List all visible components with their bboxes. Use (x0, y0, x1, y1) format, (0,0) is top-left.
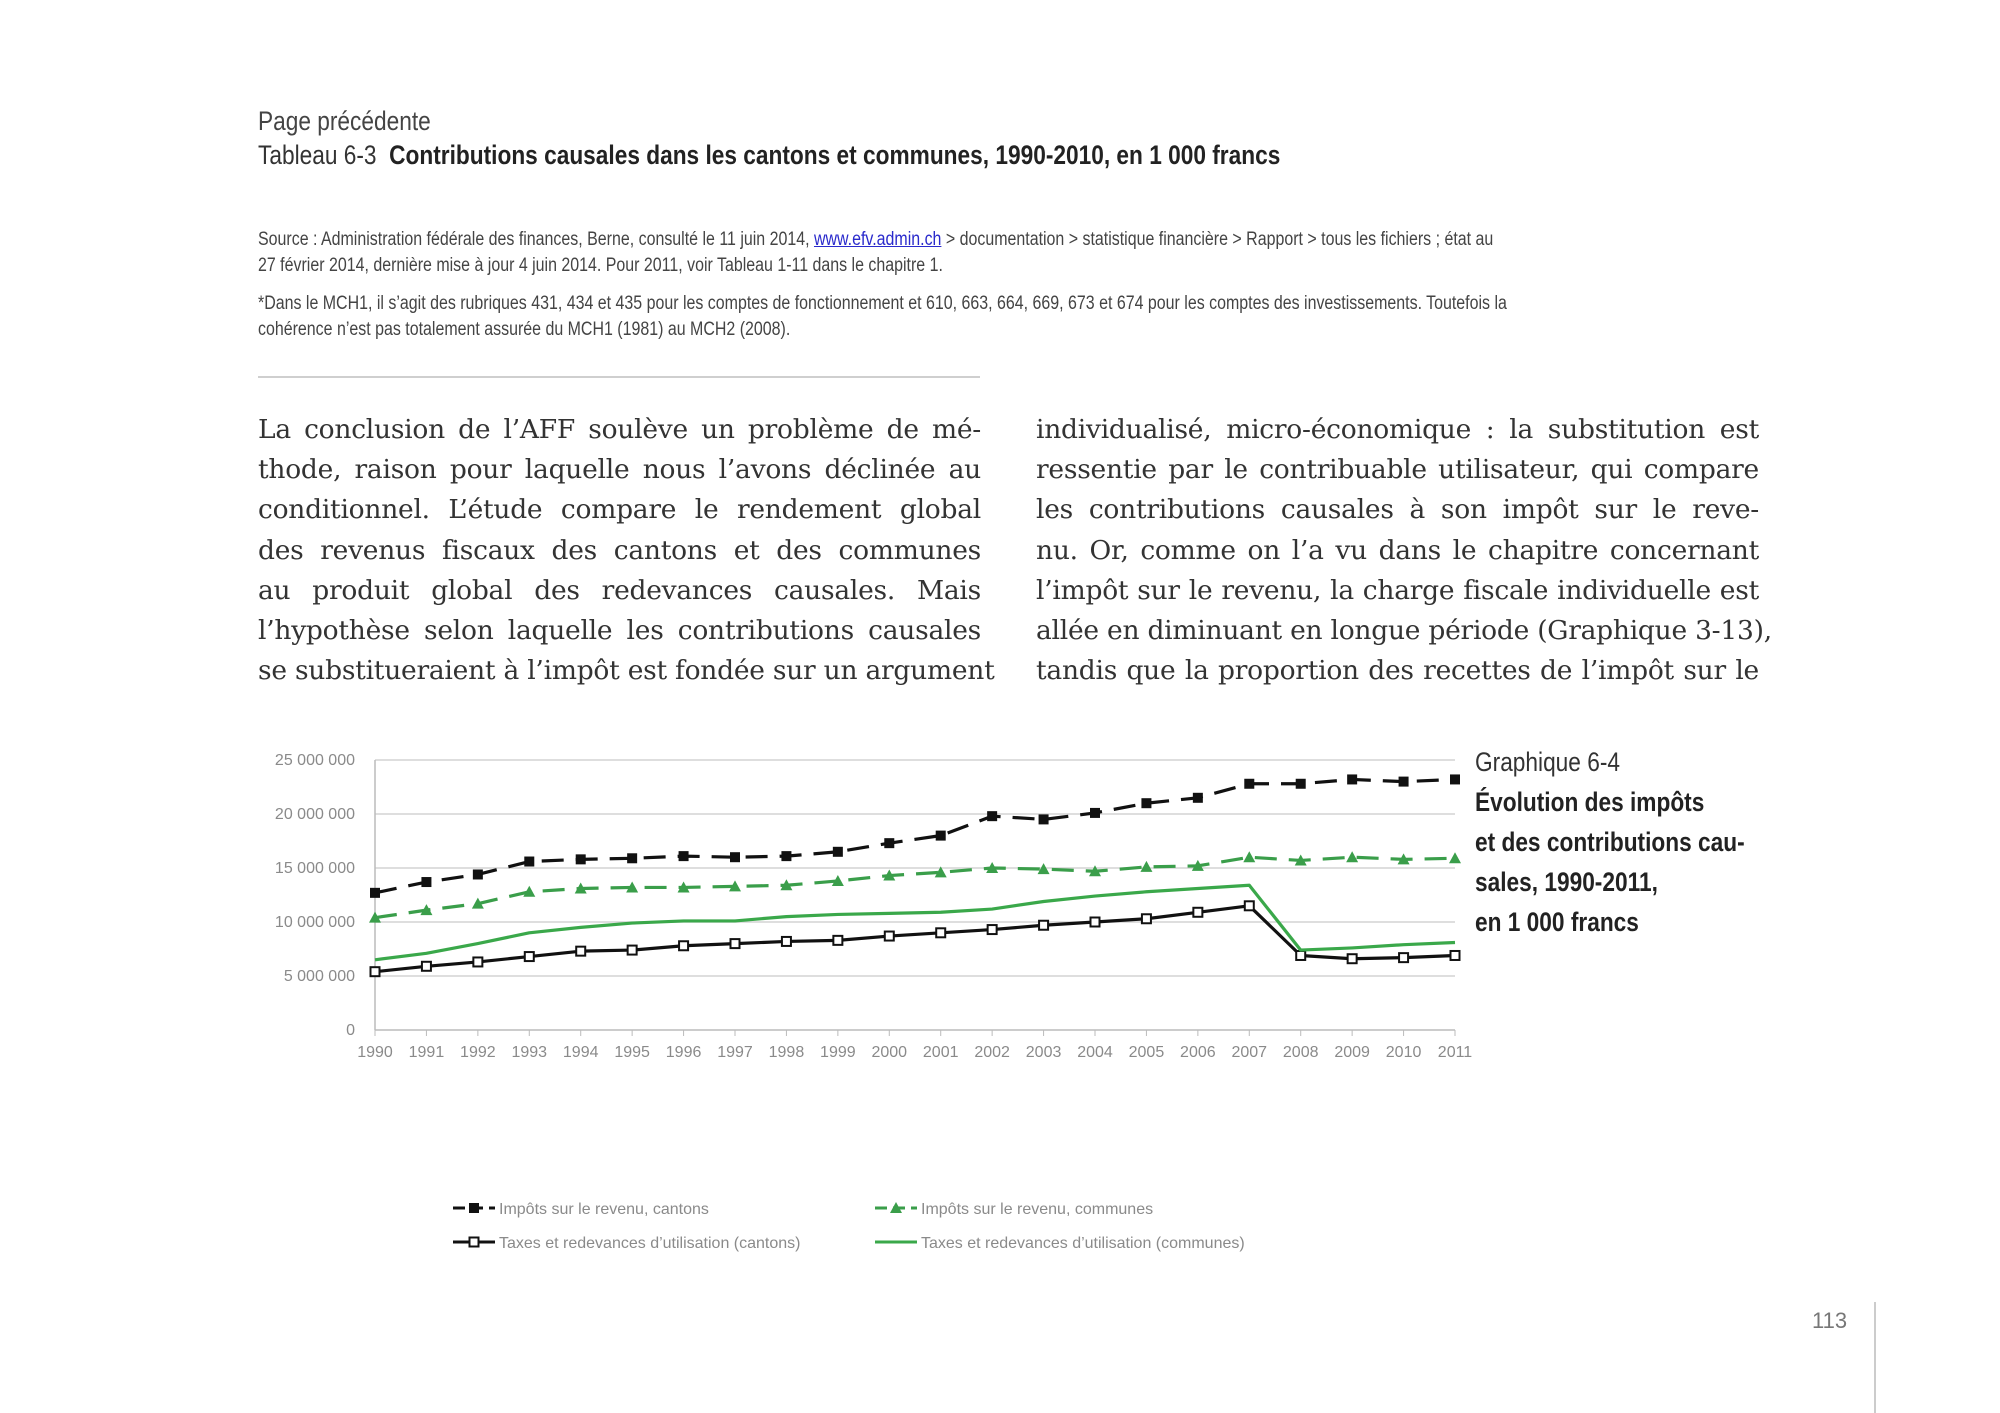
data-point-square (1347, 774, 1357, 784)
section-divider (258, 376, 980, 378)
x-tick-label: 1992 (460, 1044, 496, 1061)
body-right-line: nu. Or, comme on l’a vu dans le chapitre concernant (1036, 534, 1759, 566)
x-tick-label: 2000 (871, 1044, 908, 1061)
x-tick-label: 2011 (1437, 1044, 1473, 1061)
data-point-square (1296, 779, 1306, 789)
data-point-hollow-square (1193, 908, 1202, 917)
x-tick-label: 2009 (1334, 1044, 1370, 1061)
data-point-square (627, 853, 637, 863)
data-point-hollow-square (679, 941, 688, 950)
data-point-triangle (1243, 851, 1255, 862)
y-tick-label: 10 000 000 (274, 914, 355, 931)
data-point-square (1399, 777, 1409, 787)
body-left-line: des revenus fiscaux des cantons et des communes (258, 534, 981, 566)
legend-item-2 (453, 1235, 801, 1252)
x-tick-label: 1996 (665, 1044, 702, 1061)
data-point-square (781, 851, 791, 861)
data-point-square (1090, 808, 1100, 818)
y-tick-label: 20 000 000 (274, 806, 355, 823)
table-title (258, 140, 1280, 171)
x-tick-label: 2001 (922, 1044, 959, 1061)
body-left-line: au produit global des redevances causales. Mais (258, 574, 981, 606)
data-point-square (1244, 779, 1254, 789)
y-axis (275, 752, 375, 1039)
chart-series (369, 774, 1461, 976)
source-line-1 (258, 226, 1493, 253)
legend-item-1 (875, 1201, 1153, 1218)
source-text-a: Source : Administration fédérale des finances, Berne, consulté le 11 juin 2014, (258, 229, 814, 250)
data-point-hollow-square (1399, 953, 1408, 962)
data-point-hollow-square (470, 1238, 479, 1247)
data-point-square (473, 869, 483, 879)
data-point-square (1193, 793, 1203, 803)
x-tick-label: 2008 (1282, 1044, 1319, 1061)
data-point-triangle (1140, 861, 1152, 872)
caption-line-2: et des contributions cau- (1475, 827, 1745, 857)
data-point-hollow-square (1245, 901, 1254, 910)
x-tick-label: 2005 (1128, 1044, 1165, 1061)
body-column-left (258, 410, 995, 691)
x-axis (357, 1030, 1472, 1061)
body-left-line: conditionnel. L’étude compare le rendement global (258, 494, 981, 526)
body-left-line: La conclusion de l’AFF soulève un problème de mé- (258, 414, 981, 445)
caption-line-4: en 1 000 francs (1475, 907, 1639, 937)
body-column-right (1036, 410, 1772, 691)
data-point-hollow-square (1296, 951, 1305, 960)
table-title-text: Contributions causales dans les cantons et communes, 1990-2010, en 1 000 francs (389, 140, 1281, 170)
legend-label: Taxes et redevances d’utilisation (cantons) (499, 1235, 801, 1252)
page-number: 113 (1812, 1308, 1848, 1333)
body-right-line: tandis que la proportion des recettes de l’impôt sur le (1036, 655, 1759, 687)
data-point-square (679, 851, 689, 861)
y-tick-label: 15 000 000 (274, 860, 355, 877)
x-tick-label: 2003 (1025, 1044, 1062, 1061)
data-point-hollow-square (833, 936, 842, 945)
data-point-square (370, 888, 380, 898)
body-right-line: ressentie par le contribuable utilisateur, qui compare (1036, 454, 1759, 486)
series-line (375, 779, 1455, 892)
body-right-line: l’impôt sur le revenu, la charge fiscale individuelle est (1036, 574, 1759, 606)
table-label: Tableau 6-3 (258, 140, 377, 170)
body-right-line: les contributions causales à son impôt sur le reve- (1036, 494, 1759, 526)
data-point-square (884, 838, 894, 848)
chart-legend (453, 1201, 1245, 1252)
data-point-triangle (1346, 851, 1358, 862)
data-point-hollow-square (473, 957, 482, 966)
note-line-1: *Dans le MCH1, il s’agit des rubriques 431, 434 et 435 pour les comptes de fonctionnement et 610, 663, 664, 669, 673 et 674 pour les comptes des investissements. Toutefois la (258, 293, 1507, 314)
body-left-line: thode, raison pour laquelle nous l’avons déclinée au (258, 454, 981, 486)
data-point-square (421, 877, 431, 887)
x-tick-label: 1991 (408, 1044, 445, 1061)
y-tick-label: 25 000 000 (274, 752, 355, 769)
data-point-triangle (1449, 852, 1461, 863)
legend-label: Taxes et redevances d’utilisation (communes) (921, 1235, 1245, 1252)
data-point-square (1141, 798, 1151, 808)
chart-grid (375, 760, 1455, 976)
x-tick-label: 1998 (768, 1044, 805, 1061)
data-point-hollow-square (782, 937, 791, 946)
legend-item-3 (875, 1235, 1245, 1252)
data-point-square (576, 854, 586, 864)
data-point-hollow-square (1348, 954, 1357, 963)
data-point-hollow-square (628, 946, 637, 955)
data-point-square (1039, 814, 1049, 824)
data-point-square (833, 847, 843, 857)
data-point-square (987, 811, 997, 821)
legend-label: Impôts sur le revenu, cantons (499, 1201, 709, 1218)
efv-link[interactable]: www.efv.admin.ch (813, 229, 942, 250)
x-tick-label: 2002 (974, 1044, 1010, 1061)
data-point-hollow-square (1451, 951, 1460, 960)
data-point-square (1450, 774, 1460, 784)
x-tick-label: 2006 (1180, 1044, 1216, 1061)
data-point-square (469, 1203, 479, 1213)
source-text-b: > documentation > statistique financière > Rapport > tous les fichiers ; état au (941, 229, 1494, 250)
body-left-line: se substitueraient à l’impôt est fondée sur un argument (258, 655, 995, 687)
x-tick-label: 2004 (1077, 1044, 1113, 1061)
series-line (375, 857, 1455, 917)
data-point-hollow-square (576, 947, 585, 956)
x-tick-label: 2007 (1231, 1044, 1268, 1061)
caption-line-3: sales, 1990-2011, (1475, 867, 1658, 897)
data-point-hollow-square (885, 932, 894, 941)
body-right-line: individualisé, micro-économique : la substitution est (1036, 414, 1759, 445)
chart-caption (1475, 742, 1745, 942)
data-point-square (936, 831, 946, 841)
data-point-hollow-square (731, 939, 740, 948)
x-tick-label: 1999 (820, 1044, 856, 1061)
data-point-hollow-square (1142, 914, 1151, 923)
data-point-hollow-square (1091, 918, 1100, 927)
caption-label: Graphique 6-4 (1475, 747, 1621, 777)
data-point-hollow-square (936, 928, 945, 937)
data-point-hollow-square (422, 962, 431, 971)
page-edge-rule (1874, 1302, 1876, 1413)
legend-item-0 (453, 1201, 709, 1218)
x-tick-label: 2010 (1385, 1044, 1422, 1061)
data-point-square (524, 857, 534, 867)
x-tick-label: 1994 (562, 1044, 599, 1061)
x-tick-label: 1990 (357, 1044, 393, 1061)
legend-label: Impôts sur le revenu, communes (921, 1201, 1154, 1218)
previous-page-link[interactable]: Page précédente (258, 106, 431, 136)
caption-line-1: Évolution des impôts (1475, 787, 1705, 817)
body-right-line: allée en diminuant en longue période (Graphique 3-13), (1036, 614, 1772, 646)
series-0 (370, 774, 1460, 897)
data-point-hollow-square (988, 925, 997, 934)
data-point-square (730, 852, 740, 862)
note-line-2: cohérence n’est pas totalement assurée du MCH1 (1981) au MCH2 (2008). (258, 319, 791, 340)
body-left-line: l’hypothèse selon laquelle les contributions causales (258, 614, 981, 646)
data-point-hollow-square (525, 952, 534, 961)
y-tick-label: 0 (346, 1022, 355, 1039)
line-chart (258, 730, 1473, 1270)
data-point-hollow-square (1039, 921, 1048, 930)
x-tick-label: 1995 (614, 1044, 650, 1061)
source-line-2: 27 février 2014, dernière mise à jour 4 juin 2014. Pour 2011, voir Tableau 1-11 dans le chapitre 1. (258, 255, 943, 276)
data-point-hollow-square (371, 967, 380, 976)
y-tick-label: 5 000 000 (283, 968, 355, 985)
x-tick-label: 1993 (511, 1044, 548, 1061)
x-tick-label: 1997 (717, 1044, 753, 1061)
